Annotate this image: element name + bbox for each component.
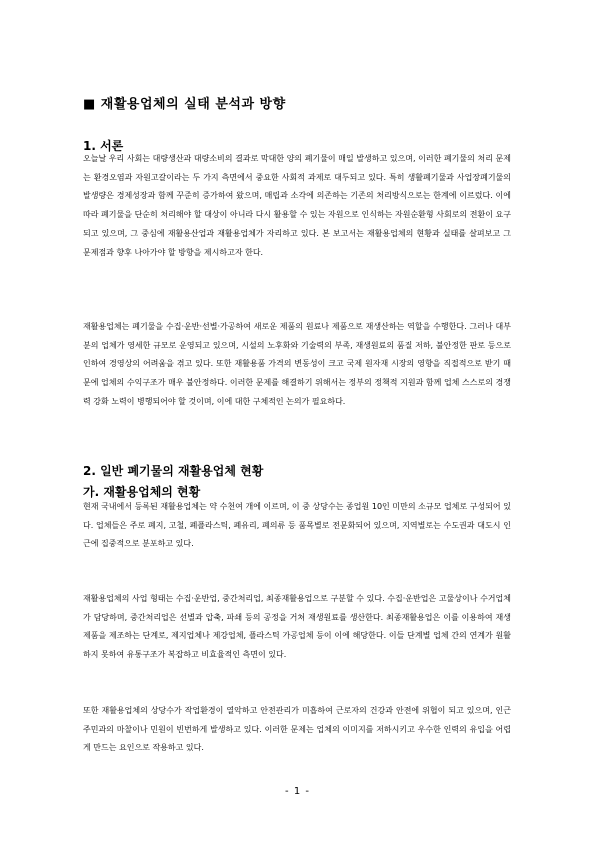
paragraph-text: 재활용업체의 사업 형태는 수집·운반업, 중간처리업, 최종재활용업으로 구분할 수 있다. 수집·운반업은 고물상이나 수거업체가 담당하며, 중간처리업은 선별과 압축, 파쇄 등의 공정을 거쳐 재생원료를 생산한다. 최종재활용업은 이를 이용하여 재생제품을 제조하는 단계로, 제지업체나 제강업체, 플라스틱 가공업체 등이 이에 해당한다. 이들 단계별 업체 간의 연계가 원활하지 못하여 유통구조가 복잡하고 비효율적인 측면이 있다. bbox=[83, 594, 511, 660]
paragraph-text: 현재 국내에서 등록된 재활용업체는 약 수천여 개에 이르며, 이 중 상당수는 종업원 10인 미만의 소규모 업체로 구성되어 있다. 업체들은 주로 폐지, 고철, 폐플라스틱, 폐유리, 폐의류 등 품목별로 전문화되어 있으며, 지역별로는 수도권과 대도시 인근에 집중적으로 분포하고 있다. bbox=[83, 502, 511, 549]
page-number: - 1 - bbox=[285, 786, 310, 797]
paragraph-text: 오늘날 우리 사회는 대량생산과 대량소비의 결과로 막대한 양의 폐기물이 매일 발생하고 있으며, 이러한 폐기물의 처리 문제는 환경오염과 자원고갈이라는 두 가지 측면에서 중요한 사회적 과제로 대두되고 있다. 특히 생활폐기물과 사업장폐기물의 발생량은 경제성장과 함께 꾸준히 증가하여 왔으며, 매립과 소각에 의존하는 기존의 처리방식으로는 한계에 이르렀다. 이에 따라 폐기물을 단순히 처리해야 할 대상이 아니라 다시 활용할 수 있는 자원으로 인식하는 자원순환형 사회로의 전환이 요구되고 있으며, 그 중심에 재활용산업과 재활용업체가 자리하고 있다. 본 보고서는 재활용업체의 현황과 실태를 살펴보고 그 문제점과 향후 나아가야 할 방향을 제시하고자 한다. bbox=[83, 154, 511, 257]
section-2-paragraph-3 bbox=[83, 702, 511, 758]
section-1-paragraph-1 bbox=[83, 150, 511, 262]
paragraph-text: 또한 재활용업체의 상당수가 작업환경이 열악하고 안전관리가 미흡하여 근로자의 건강과 안전에 위협이 되고 있으며, 인근 주민과의 마찰이나 민원이 빈번하게 발생하고 있다. 이러한 문제는 업체의 이미지를 저하시키고 우수한 인력의 유입을 어렵게 만드는 요인으로 작용하고 있다. bbox=[83, 706, 511, 753]
section-2-paragraph-2 bbox=[83, 590, 511, 665]
section-2-heading: 2. 일반 폐기물의 재활용업체 현황 bbox=[83, 464, 264, 478]
section-1-paragraph-2 bbox=[83, 318, 511, 412]
section-1-heading: 1. 서론 bbox=[83, 139, 124, 153]
section-2-paragraph-1 bbox=[83, 498, 511, 554]
paragraph-text: 재활용업체는 폐기물을 수집·운반·선별·가공하여 새로운 제품의 원료나 제품으로 재생산하는 역할을 수행한다. 그러나 대부분의 업체가 영세한 규모로 운영되고 있으며, 시설의 노후화와 기술력의 부족, 재생원료의 품질 저하, 불안정한 판로 등으로 인하여 경영상의 어려움을 겪고 있다. 또한 재활용품 가격의 변동성이 크고 국제 원자재 시장의 영향을 직접적으로 받기 때문에 업체의 수익구조가 매우 불안정하다. 이러한 문제를 해결하기 위해서는 정부의 정책적 지원과 함께 업체 스스로의 경쟁력 강화 노력이 병행되어야 할 것이며, 이에 대한 구체적인 논의가 필요하다. bbox=[83, 322, 511, 406]
section-2-subheading: 가. 재활용업체의 현황 bbox=[83, 485, 201, 499]
document-title: ■ 재활용업체의 실태 분석과 방향 bbox=[83, 97, 286, 112]
